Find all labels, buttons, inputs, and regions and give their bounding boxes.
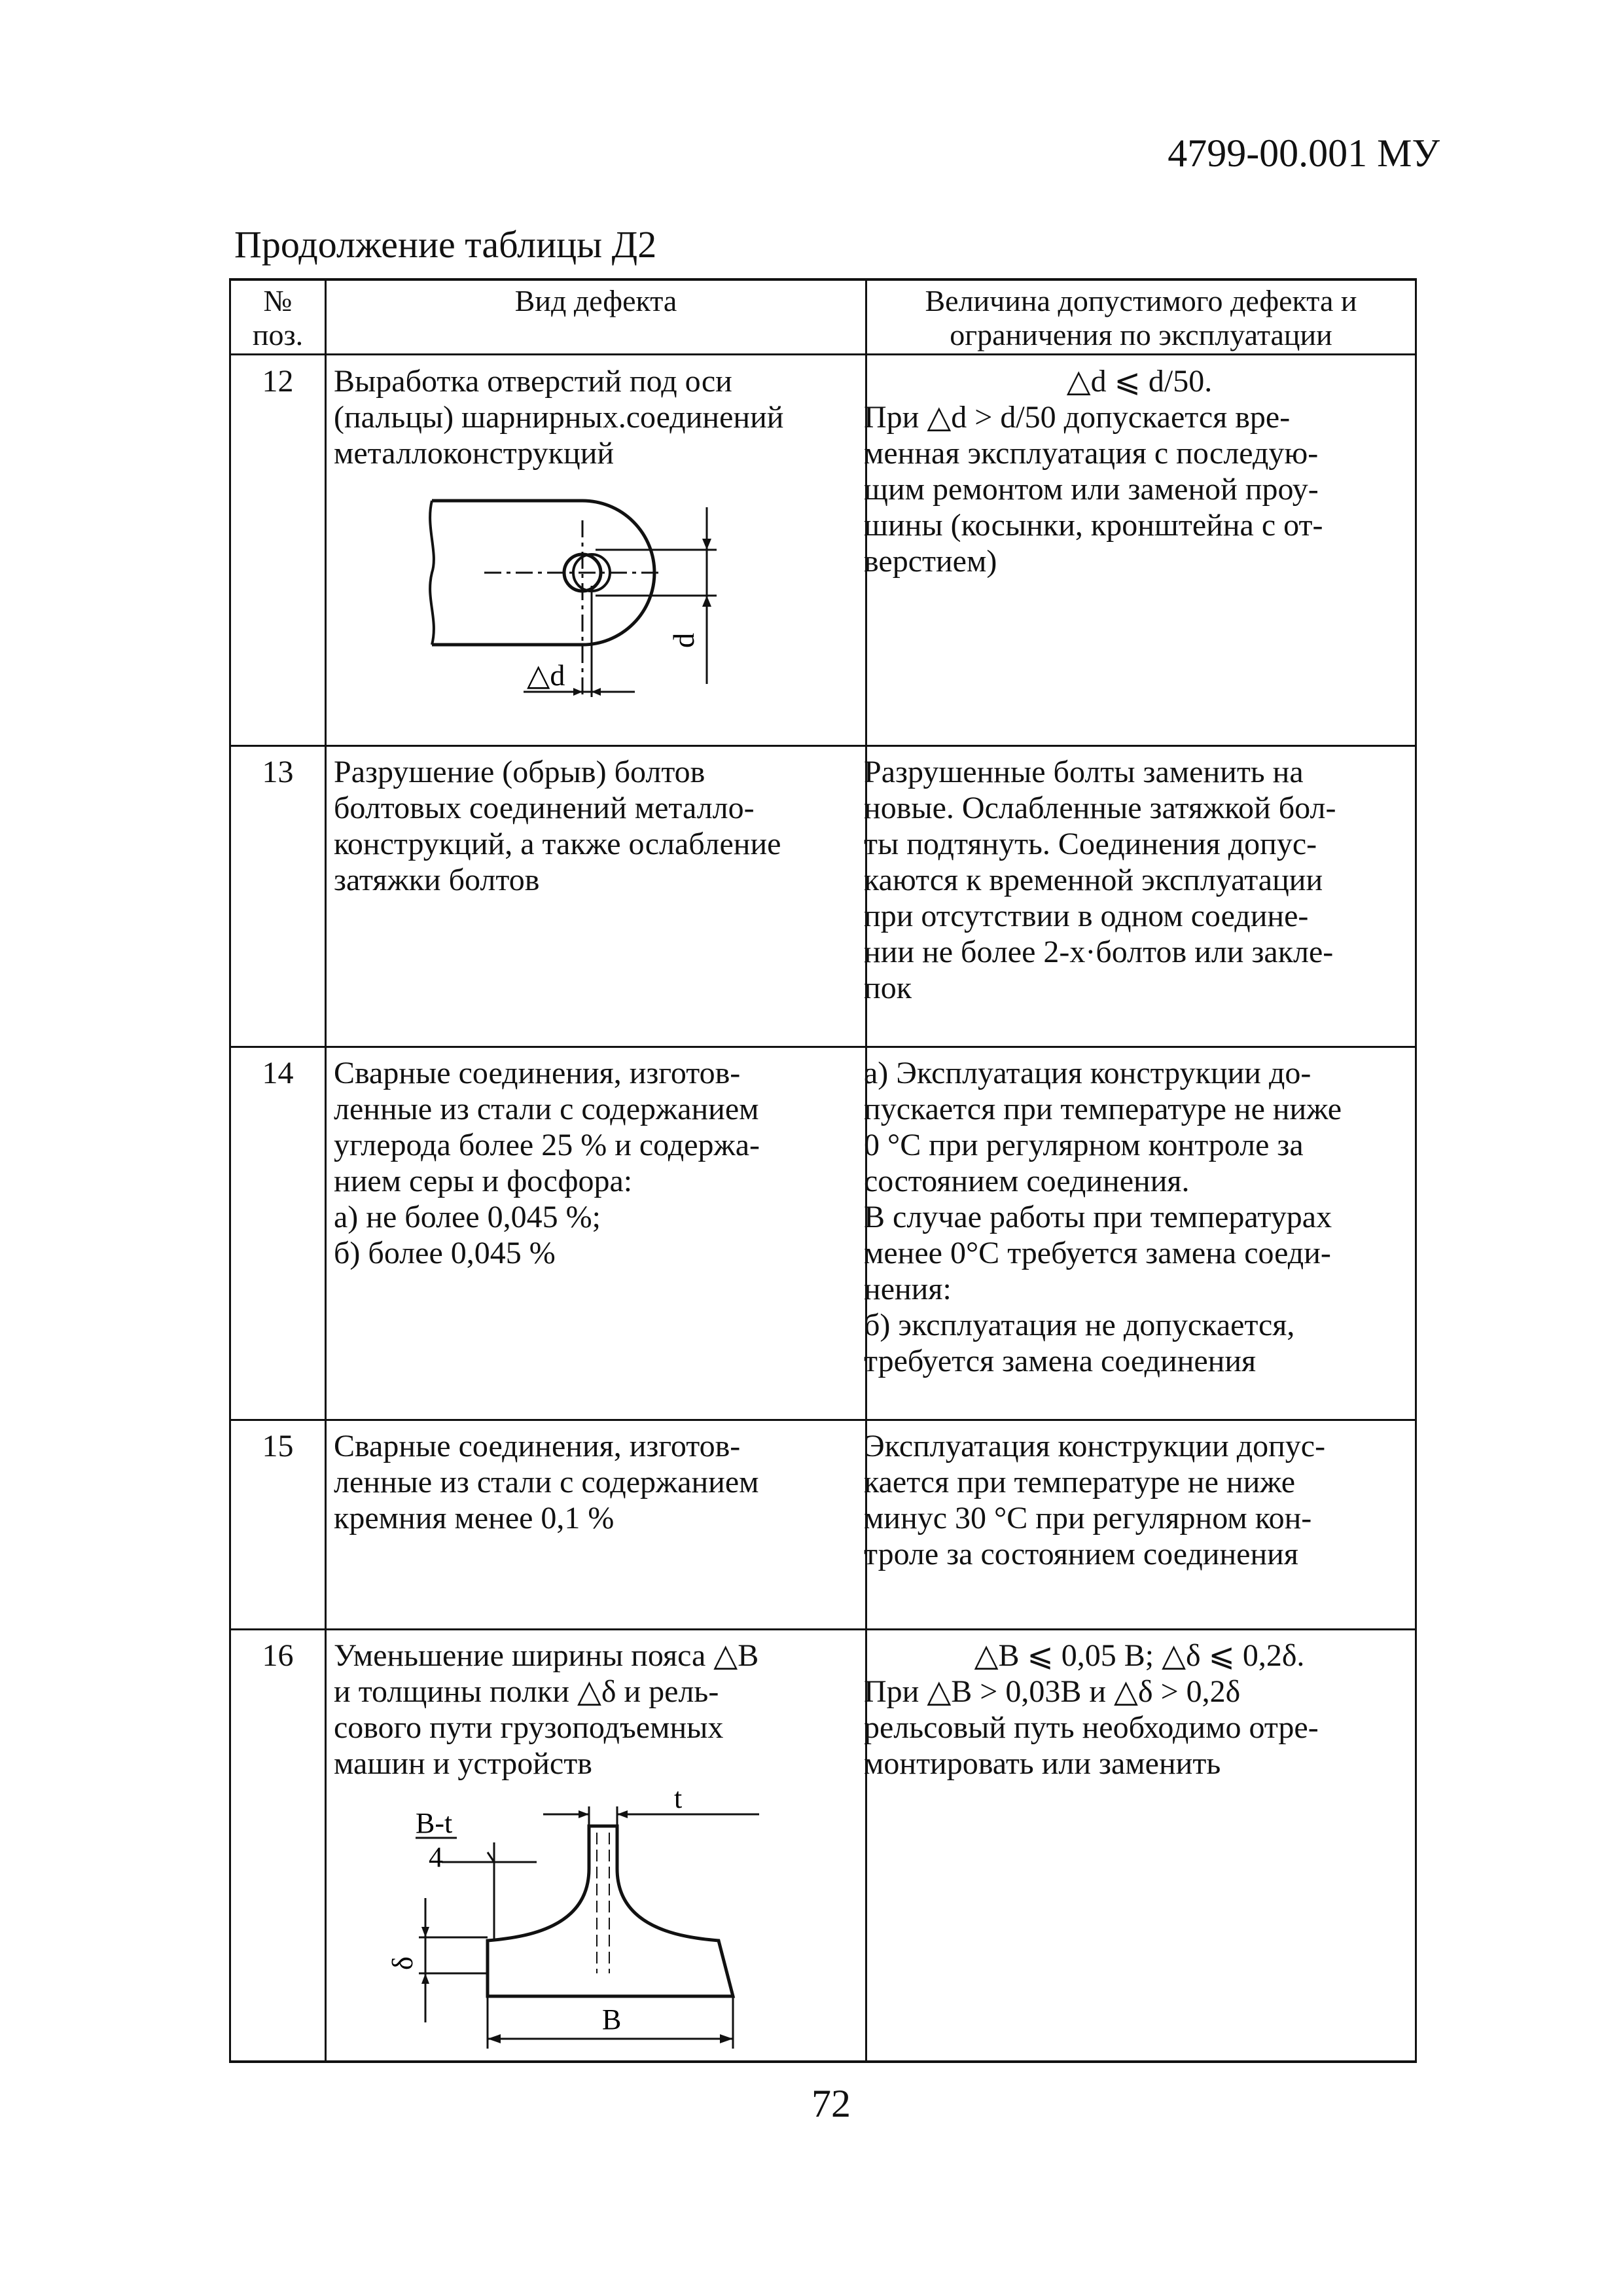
row-16-limit: △В ⩽ 0,05 В; △δ ⩽ 0,2δ. При △В > 0,03В и △δ > 0,2δ рельсовый путь необходимо отре- монтировать или заменить <box>864 1638 1319 1781</box>
figure-label-t: t <box>674 1782 683 1814</box>
row-16-defect: Уменьшение ширины пояса △В и толщины полки △δ и рель- сового пути грузоподъемных машин и устройств <box>334 1638 759 1781</box>
column-header-defect: Вид дефекта <box>514 284 677 317</box>
row-13-defect: Разрушение (обрыв) болтов болтовых соединений металло- конструкций, а также ослабление затяжки болтов <box>334 755 781 897</box>
figure-label-b-minus-t: B-t <box>416 1807 453 1839</box>
row-14-defect: Сварные соединения, изготов- ленные из стали с содержанием углерода более 25 % и содержа- нием серы и фосфора: а) не более 0,045 %; б) более 0,045 % <box>334 1056 760 1270</box>
figure-label-delta: δ <box>387 1956 419 1970</box>
rail-profile-diagram <box>366 1782 772 2055</box>
row-15-number: 15 <box>262 1429 294 1463</box>
figure-label-b: B <box>602 2003 622 2036</box>
row-16-number: 16 <box>262 1638 294 1673</box>
row-12-number: 12 <box>262 364 294 399</box>
figure-label-delta-d: △d <box>527 658 565 692</box>
page-number: 72 <box>812 2082 851 2125</box>
hinge-hole-diagram <box>419 488 733 710</box>
column-header-limit: Величина допустимого дефекта и ограничения по эксплуатации <box>925 284 1357 351</box>
row-12-limit: △d ⩽ d/50. При △d > d/50 допускается вре- менная эксплуатация с последую- щим ремонтом или заменой проу- шины (косынки, кронштейна с от- верстием) <box>864 364 1323 579</box>
column-header-number: № поз. <box>252 284 304 351</box>
row-15-defect: Сварные соединения, изготов- ленные из стали с содержанием кремния менее 0,1 % <box>334 1429 759 1535</box>
figure-label-d: d <box>667 633 700 648</box>
row-13-number: 13 <box>262 755 294 789</box>
row-14-number: 14 <box>262 1056 294 1090</box>
row-14-limit: а) Эксплуатация конструкции до- пускается при температуре не ниже 0 °С при регулярном контроле за состоянием соединения. В случае работы при температурах менее 0°С требуется замена соеди- нения: б) эксплуатация не допускается, требуется замена соединения <box>864 1056 1342 1378</box>
row-15-limit: Эксплуатация конструкции допус- кается при температуре не ниже минус 30 °С при регулярном кон- троле за состоянием соединения <box>864 1429 1326 1571</box>
row-13-limit: Разрушенные болты заменить на новые. Ослабленные затяжкой бол- ты подтянуть. Соединения допус- каются к временной эксплуатации при отсутствии в одном соедине- нии не более 2-х·болтов или закле- пок <box>864 755 1336 1005</box>
row-12-defect: Выработка отверстий под оси (пальцы) шарнирных.соединений металлоконструкций <box>334 364 784 471</box>
table-caption: Продолжение таблицы Д2 <box>234 223 657 266</box>
document-code: 4799-00.001 МУ <box>1168 132 1440 175</box>
figure-label-4: 4 <box>429 1841 443 1873</box>
